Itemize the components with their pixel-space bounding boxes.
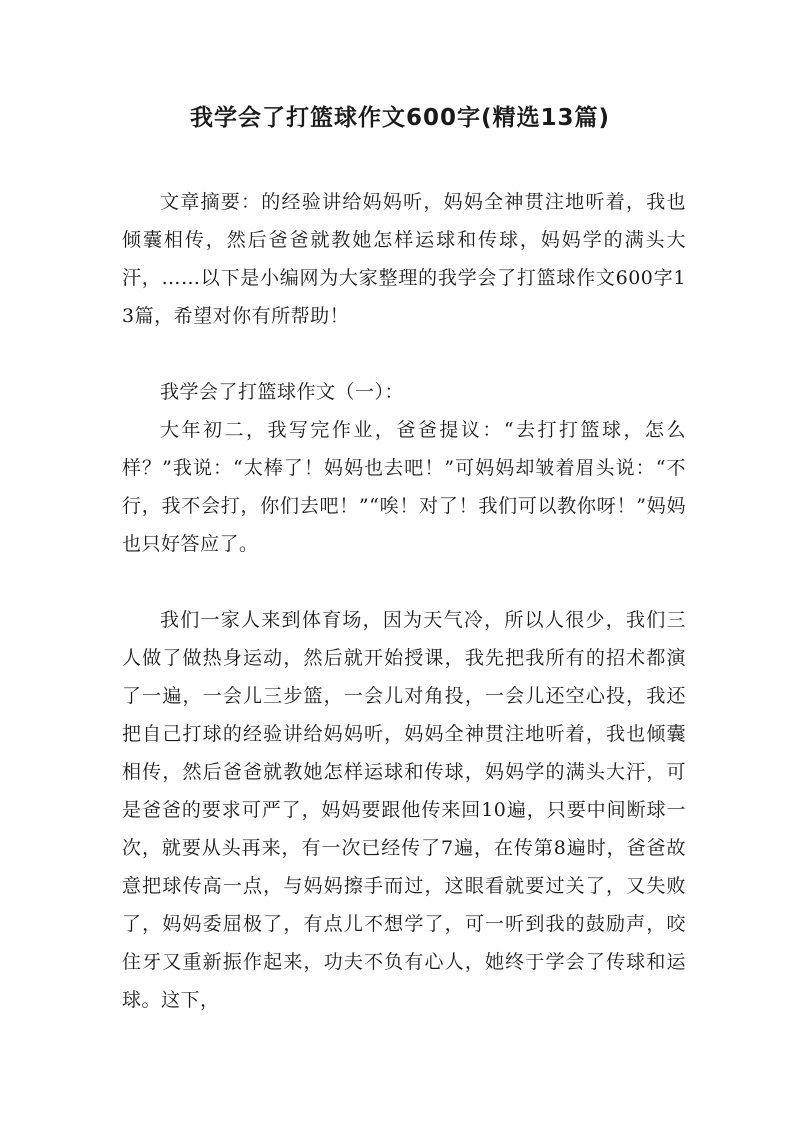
paragraph-spacer — [122, 563, 686, 601]
document-body — [122, 183, 686, 1019]
abstract-paragraph: 文章摘要：的经验讲给妈妈听，妈妈全神贯注地听着，我也倾囊相传，然后爸爸就教她怎样运球和传球，妈妈学的满头大汗，……以下是小编网为大家整理的我学会了打篮球作文600字13篇，希望对你有所帮助！ — [122, 191, 686, 327]
paragraph-spacer — [122, 335, 686, 373]
body-paragraph-2: 我们一家人来到体育场，因为天气冷，所以人很少，我们三人做了做热身运动，然后就开始授课，我先把我所有的招术都演了一遍，一会儿三步篮，一会儿对角投，一会儿还空心投，我还把自己打球的经验讲给妈妈听，妈妈全神贯注地听着，我也倾囊相传，然后爸爸就教她怎样运球和传球，妈妈学的满头大汗，可是爸爸的要求可严了，妈妈要跟他传来回10遍，只要中间断球一次，就要从头再来，有一次已经传了7遍，在传第8遍时，爸爸故意把球传高一点，与妈妈擦手而过，这眼看就要过关了，又失败了，妈妈委屈极了，有点儿不想学了，可一听到我的鼓励声，咬住牙又重新振作起来，功夫不负有心人，她终于学会了传球和运球。这下， — [122, 609, 686, 1011]
document-title: 我学会了打篮球作文600字(精选13篇) — [189, 105, 611, 131]
body-paragraph-1: 大年初二，我写完作业，爸爸提议：“去打打篮球，怎么样？”我说：“太棒了！妈妈也去吧！”可妈妈却皱着眉头说：“不行，我不会打，你们去吧！”“唉！对了！我们可以教你呀！”妈妈也只好答应了。 — [122, 419, 686, 555]
section-heading: 我学会了打篮球作文（一）： — [160, 381, 405, 403]
